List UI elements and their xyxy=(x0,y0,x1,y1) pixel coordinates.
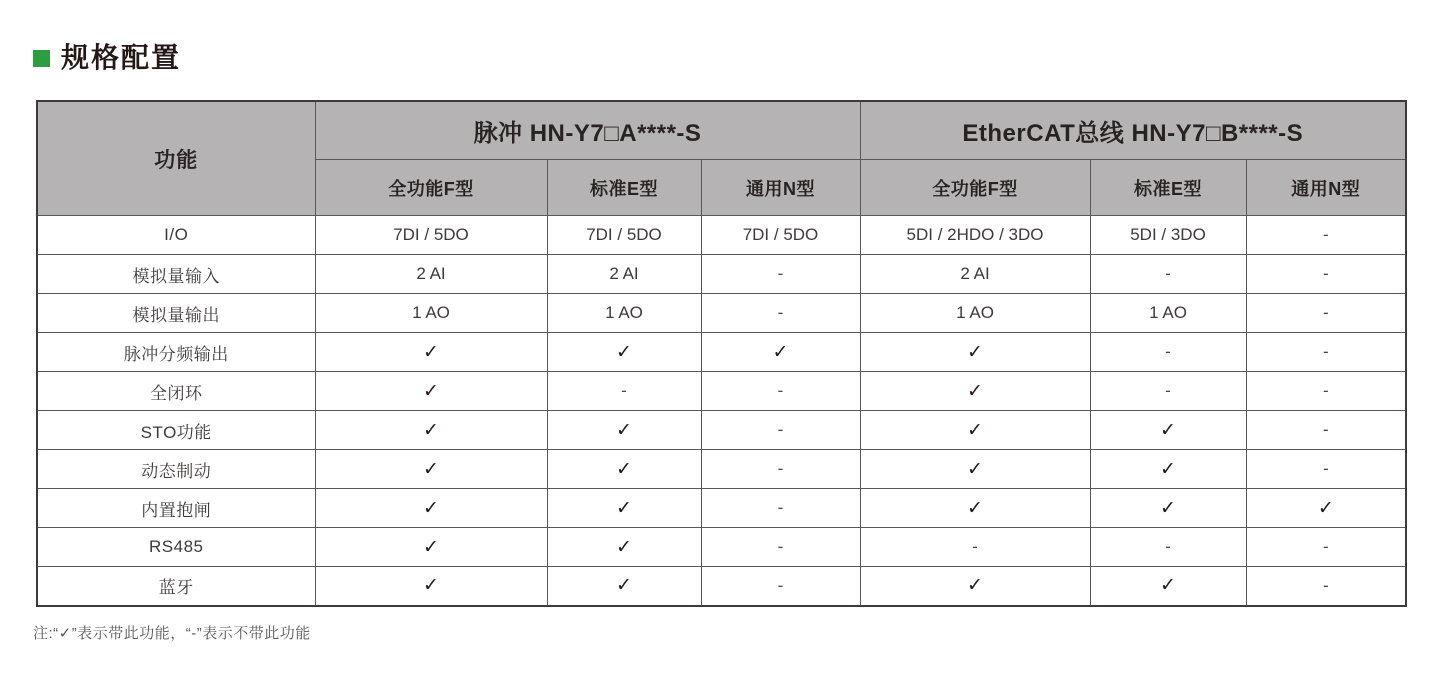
green-square-bullet-icon xyxy=(33,50,50,67)
column-header-pulse-e: 标准E型 xyxy=(547,160,701,216)
spec-cell: 2 AI xyxy=(547,255,701,294)
spec-cell: ✓ xyxy=(547,450,701,489)
spec-cell: 1 AO xyxy=(547,294,701,333)
spec-cell: - xyxy=(701,411,860,450)
spec-cell: 5DI / 3DO xyxy=(1090,216,1246,255)
spec-cell: ✓ xyxy=(860,372,1090,411)
feature-label: 全闭环 xyxy=(37,372,315,411)
spec-cell: 2 AI xyxy=(860,255,1090,294)
spec-cell: - xyxy=(701,294,860,333)
spec-table-body xyxy=(37,216,1406,606)
feature-label: STO功能 xyxy=(37,411,315,450)
table-row xyxy=(37,372,1406,411)
spec-cell: ✓ xyxy=(860,333,1090,372)
spec-cell: - xyxy=(1246,372,1406,411)
spec-cell: ✓ xyxy=(315,567,547,606)
spec-cell: ✓ xyxy=(701,333,860,372)
spec-cell: - xyxy=(1246,411,1406,450)
spec-cell: - xyxy=(1246,255,1406,294)
spec-table-container xyxy=(36,100,1407,607)
spec-cell: - xyxy=(1246,450,1406,489)
spec-cell: ✓ xyxy=(860,450,1090,489)
spec-cell: ✓ xyxy=(547,489,701,528)
spec-cell: - xyxy=(1090,255,1246,294)
spec-cell: ✓ xyxy=(1090,489,1246,528)
spec-cell: - xyxy=(1090,528,1246,567)
spec-cell: 1 AO xyxy=(860,294,1090,333)
table-row xyxy=(37,255,1406,294)
spec-cell: ✓ xyxy=(860,489,1090,528)
spec-cell: - xyxy=(1246,216,1406,255)
spec-cell: - xyxy=(1090,372,1246,411)
feature-label: 动态制动 xyxy=(37,450,315,489)
table-row xyxy=(37,294,1406,333)
spec-cell: - xyxy=(1246,294,1406,333)
spec-cell: ✓ xyxy=(315,450,547,489)
spec-cell: - xyxy=(547,372,701,411)
spec-cell: - xyxy=(701,255,860,294)
spec-cell: ✓ xyxy=(1090,567,1246,606)
spec-cell: - xyxy=(1246,528,1406,567)
spec-cell: ✓ xyxy=(315,372,547,411)
group-header-ethercat: EtherCAT总线 HN-Y7□B****-S xyxy=(860,101,1406,160)
column-header-pulse-f: 全功能F型 xyxy=(315,160,547,216)
spec-cell: - xyxy=(1090,333,1246,372)
group-header-pulse: 脉冲 HN-Y7□A****-S xyxy=(315,101,860,160)
feature-label: I/O xyxy=(37,216,315,255)
spec-cell: ✓ xyxy=(315,333,547,372)
spec-cell: 2 AI xyxy=(315,255,547,294)
spec-cell: 5DI / 2HDO / 3DO xyxy=(860,216,1090,255)
spec-cell: ✓ xyxy=(547,567,701,606)
spec-cell: ✓ xyxy=(860,567,1090,606)
feature-label: 内置抱闸 xyxy=(37,489,315,528)
table-row xyxy=(37,528,1406,567)
spec-cell: - xyxy=(701,567,860,606)
spec-cell: 7DI / 5DO xyxy=(315,216,547,255)
spec-cell: ✓ xyxy=(547,333,701,372)
section-title-row xyxy=(33,44,181,72)
spec-cell: ✓ xyxy=(1246,489,1406,528)
spec-cell: ✓ xyxy=(315,528,547,567)
footnote: 注:“✓”表示带此功能，“-”表示不带此功能 xyxy=(33,625,311,642)
spec-cell: 7DI / 5DO xyxy=(701,216,860,255)
column-header-pulse-n: 通用N型 xyxy=(701,160,860,216)
spec-cell: 7DI / 5DO xyxy=(547,216,701,255)
spec-cell: - xyxy=(860,528,1090,567)
spec-cell: ✓ xyxy=(547,528,701,567)
spec-cell: ✓ xyxy=(1090,450,1246,489)
spec-cell: - xyxy=(701,528,860,567)
table-row xyxy=(37,333,1406,372)
column-header-ethercat-e: 标准E型 xyxy=(1090,160,1246,216)
table-row xyxy=(37,489,1406,528)
spec-table-head xyxy=(37,101,1406,216)
group-header-row xyxy=(37,101,1406,160)
spec-cell: - xyxy=(701,450,860,489)
feature-label: 模拟量输出 xyxy=(37,294,315,333)
spec-cell: - xyxy=(701,372,860,411)
spec-cell: 1 AO xyxy=(1090,294,1246,333)
spec-table xyxy=(36,100,1407,607)
page-title: 规格配置 xyxy=(61,42,182,73)
table-row xyxy=(37,411,1406,450)
spec-cell: ✓ xyxy=(1090,411,1246,450)
feature-label: RS485 xyxy=(37,528,315,567)
spec-cell: ✓ xyxy=(315,489,547,528)
column-header-ethercat-f: 全功能F型 xyxy=(860,160,1090,216)
spec-cell: - xyxy=(701,489,860,528)
column-header-ethercat-n: 通用N型 xyxy=(1246,160,1406,216)
feature-label: 脉冲分频输出 xyxy=(37,333,315,372)
column-header-function: 功能 xyxy=(37,101,315,216)
feature-label: 模拟量输入 xyxy=(37,255,315,294)
spec-cell: - xyxy=(1246,567,1406,606)
table-row xyxy=(37,567,1406,606)
table-row xyxy=(37,450,1406,489)
table-row xyxy=(37,216,1406,255)
spec-cell: - xyxy=(1246,333,1406,372)
spec-cell: 1 AO xyxy=(315,294,547,333)
feature-label: 蓝牙 xyxy=(37,567,315,606)
spec-cell: ✓ xyxy=(547,411,701,450)
spec-cell: ✓ xyxy=(860,411,1090,450)
spec-cell: ✓ xyxy=(315,411,547,450)
